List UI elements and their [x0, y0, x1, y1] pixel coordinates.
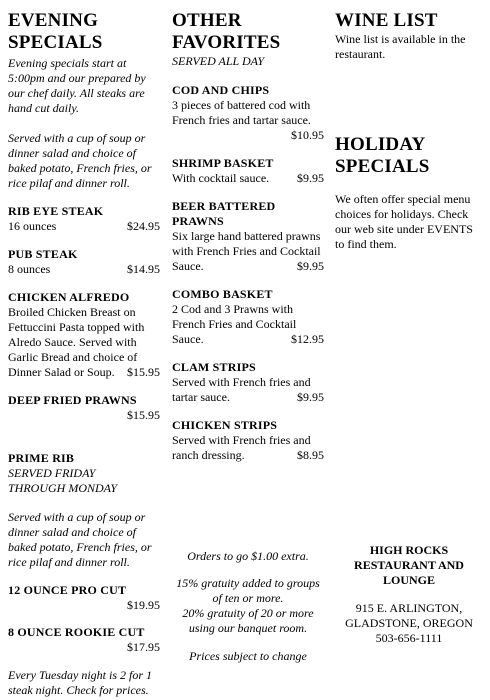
text-line: HIGH ROCKS: [369, 543, 449, 557]
text-line: 2 Cod and 3 Prawns with: [172, 302, 293, 316]
prices-note: Prices subject to change: [189, 649, 307, 663]
text-line: our chef daily. All steaks are: [8, 86, 145, 100]
other-favorites-column: [172, 10, 324, 664]
text-line: French Fries and Cocktail: [172, 317, 297, 331]
menu-item-shrimp-basket: [172, 156, 324, 186]
text-line: hand cut daily.: [8, 101, 79, 115]
text-line: COMBO BASKET: [172, 287, 273, 301]
favorites-title-line1: OTHER: [172, 10, 242, 31]
item-description: Sauce.: [172, 259, 204, 273]
price: $8.95: [297, 448, 324, 462]
item-description: 16 ounces: [8, 219, 57, 233]
text-line: We often offer special menu: [335, 192, 471, 206]
text-line: restaurant.: [335, 47, 386, 61]
menu-item-deep-fried-prawns: [8, 393, 160, 423]
evening-served-note: [8, 131, 160, 191]
price: $14.95: [127, 262, 160, 276]
text-line: 20% gratuity of 20 or more: [182, 606, 314, 620]
text-line: CHICKEN STRIPS: [172, 418, 278, 432]
text-line: Garlic Bread and choice of: [8, 350, 138, 364]
text-line: SHRIMP BASKET: [172, 156, 274, 170]
text-line: PRAWNS: [172, 214, 224, 228]
evening-title-line1: EVENING: [8, 10, 99, 31]
prime-rib-served-note: [8, 510, 160, 570]
text-line: THROUGH MONDAY: [8, 481, 118, 495]
menu-item-beer-battered-prawns: [172, 199, 324, 274]
text-line: dinner salad and choice of: [8, 146, 136, 160]
text-line: RIB EYE STEAK: [8, 204, 104, 218]
price: $15.95: [127, 365, 160, 379]
text-line: French fries and tartar sauce.: [172, 113, 311, 127]
text-line: Fettuccini Pasta topped with: [8, 320, 145, 334]
text-line: SERVED FRIDAY: [8, 466, 96, 480]
text-line: Served with a cup of soup or: [8, 131, 146, 145]
text-line: Evening specials start at: [8, 56, 127, 70]
price: $24.95: [127, 219, 160, 233]
text-line: of ten or more.: [212, 591, 284, 605]
info-column: [335, 10, 483, 646]
item-description: ranch dressing.: [172, 448, 245, 462]
text-line: our web site under EVENTS: [335, 222, 473, 236]
tuesday-note: [8, 668, 160, 698]
price: $15.95: [127, 408, 160, 422]
text-line: DEEP FRIED PRAWNS: [8, 393, 137, 407]
text-line: 12 OUNCE PRO CUT: [8, 583, 127, 597]
gratuity-note: [172, 576, 324, 636]
menu-item-chicken-alfredo: [8, 290, 160, 380]
item-description: 8 ounces: [8, 262, 51, 276]
price: $10.95: [291, 128, 324, 142]
item-description: Dinner Salad or Soup.: [8, 365, 115, 379]
price: $9.95: [297, 259, 324, 273]
text-line: COD AND CHIPS: [172, 83, 270, 97]
wine-list-text: [335, 32, 483, 62]
holiday-title-line1: HOLIDAY: [335, 134, 426, 155]
menu-item-pub-steak: [8, 247, 160, 277]
text-line: with French Fries and Cocktail: [172, 244, 321, 258]
menu-item-combo-basket: [172, 287, 324, 347]
wine-list-title: WINE LIST: [335, 10, 438, 31]
text-line: dinner salad and choice of: [8, 525, 136, 539]
item-description: Sauce.: [172, 332, 204, 346]
text-line: PRIME RIB: [8, 451, 75, 465]
restaurant-address: [335, 601, 483, 646]
text-line: RESTAURANT AND: [354, 558, 464, 572]
item-description: tartar sauce.: [172, 390, 230, 404]
text-line: CLAM STRIPS: [172, 360, 256, 374]
price: $17.95: [127, 640, 160, 654]
menu-item-chicken-strips: [172, 418, 324, 463]
text-line: choices for holidays. Check: [335, 207, 469, 221]
text-line: 15% gratuity added to groups: [176, 576, 320, 590]
text-line: GLADSTONE, OREGON: [345, 616, 473, 630]
text-line: baked potato, French fries, or: [8, 161, 152, 175]
text-line: BEER BATTERED: [172, 199, 276, 213]
text-line: Every Tuesday night is 2 for 1: [8, 668, 152, 682]
text-line: steak night. Check for prices.: [8, 683, 149, 697]
text-line: Broiled Chicken Breast on: [8, 305, 136, 319]
text-line: 3 pieces of battered cod with: [172, 98, 311, 112]
favorites-subtitle: SERVED ALL DAY: [172, 54, 265, 68]
text-line: PUB STEAK: [8, 247, 78, 261]
text-line: baked potato, French fries, or: [8, 540, 152, 554]
text-line: Wine list is available in the: [335, 32, 466, 46]
text-line: CHICKEN ALFREDO: [8, 290, 130, 304]
price: $9.95: [297, 390, 324, 404]
text-line: rice pilaf and dinner roll.: [8, 555, 130, 569]
holiday-text: [335, 192, 483, 252]
text-line: Six large hand battered prawns: [172, 229, 321, 243]
phone-number: 503-656-1111: [375, 631, 443, 645]
menu-item-cod-and-chips: [172, 83, 324, 143]
text-line: Alredo Sauce. Served with: [8, 335, 137, 349]
text-line: LOUNGE: [382, 573, 435, 587]
restaurant-name: [335, 543, 483, 588]
evening-title-line2: SPECIALS: [8, 32, 103, 53]
price: $19.95: [127, 598, 160, 612]
menu-item-rib-eye: [8, 204, 160, 234]
text-line: Served with French fries and: [172, 433, 311, 447]
text-line: 915 E. ARLINGTON,: [355, 601, 463, 615]
item-description: With cocktail sauce.: [172, 171, 270, 185]
text-line: rice pilaf and dinner roll.: [8, 176, 130, 190]
menu-item-clam-strips: [172, 360, 324, 405]
text-line: 5:00pm and our prepared by: [8, 71, 146, 85]
text-line: 8 OUNCE ROOKIE CUT: [8, 625, 145, 639]
favorites-title-line2: FAVORITES: [172, 32, 281, 53]
price: $9.95: [297, 171, 324, 185]
holiday-title-line2: SPECIALS: [335, 156, 430, 177]
text-line: Served with French fries and: [172, 375, 311, 389]
menu-item-prime-rib: [8, 451, 160, 496]
evening-intro: [8, 56, 160, 116]
menu-item-pro-cut: [8, 583, 160, 613]
text-line: to find them.: [335, 237, 397, 251]
evening-specials-column: [8, 10, 160, 698]
togo-note: Orders to go $1.00 extra.: [187, 549, 309, 563]
price: $12.95: [291, 332, 324, 346]
text-line: using our banquet room.: [188, 621, 308, 635]
text-line: Served with a cup of soup or: [8, 510, 146, 524]
menu-item-rookie-cut: [8, 625, 160, 655]
